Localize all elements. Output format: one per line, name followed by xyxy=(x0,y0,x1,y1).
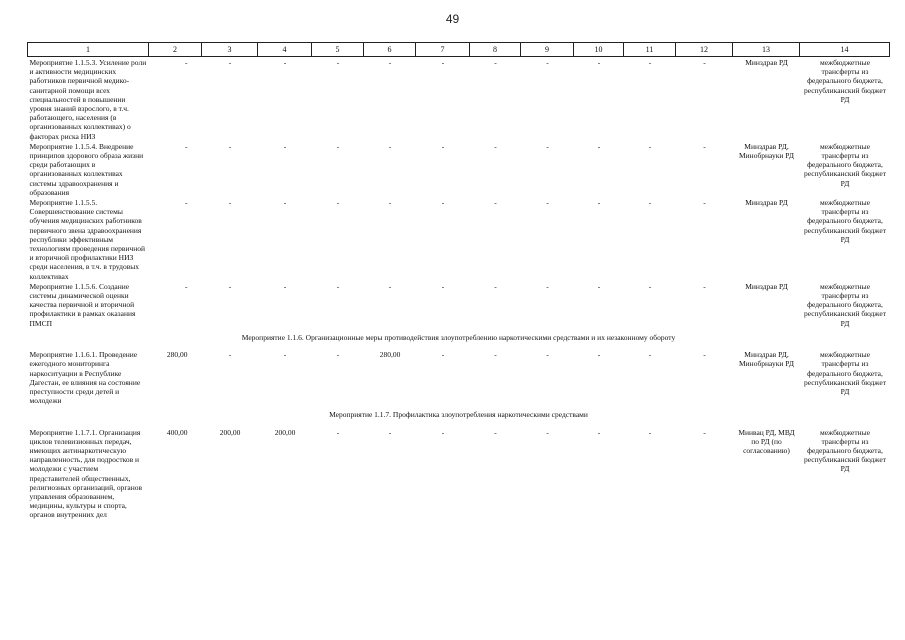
value-cell-col-2: - xyxy=(185,281,188,291)
value-cell-col-5: - xyxy=(336,198,340,208)
value-cell-col-11: - xyxy=(648,281,652,291)
executor-cell: Минздрав РД xyxy=(745,198,788,208)
executor-cell: Минвац РД, МВД по РД (по согласованию) xyxy=(738,427,795,455)
value-cell-col-8: - xyxy=(494,58,497,67)
funding-source-cell: межбюджетные трансферты из федерального бюджета, республиканский бюджет РД xyxy=(804,350,886,396)
value-cell-col-10: - xyxy=(597,350,601,360)
value-cell-col-8: - xyxy=(494,141,497,151)
value-cell-col-12: - xyxy=(703,427,706,437)
value-cell-col-9: - xyxy=(546,350,549,360)
table-row xyxy=(28,141,890,197)
value-cell-col-12: - xyxy=(703,141,706,151)
value-cell-col-10: - xyxy=(597,141,601,151)
value-cell-col-6: - xyxy=(388,427,392,437)
program-table xyxy=(27,42,890,520)
column-header-5: 5 xyxy=(312,43,364,57)
executor-cell: Минздрав РД, Минобрнауки РД xyxy=(739,141,794,161)
value-cell-col-11: - xyxy=(648,141,652,151)
value-cell-col-6: - xyxy=(388,58,392,67)
column-header-11: 11 xyxy=(624,43,676,57)
funding-source-cell: межбюджетные трансферты из федерального бюджета, республиканский бюджет РД xyxy=(804,58,886,104)
value-cell-col-5: - xyxy=(336,350,340,360)
value-cell-col-12: - xyxy=(703,350,706,360)
value-cell-col-11: - xyxy=(648,427,652,437)
column-header-7: 7 xyxy=(416,43,470,57)
column-header-8: 8 xyxy=(470,43,521,57)
value-cell-col-6: - xyxy=(388,198,392,208)
section-heading-row xyxy=(28,328,890,349)
value-cell-col-3: - xyxy=(228,350,232,360)
table-header-row xyxy=(28,43,890,57)
column-header-3: 3 xyxy=(202,43,258,57)
page-number: 49 xyxy=(445,12,460,26)
value-cell-col-11: - xyxy=(648,58,652,67)
value-cell-col-2: 280,00 xyxy=(166,350,188,360)
column-header-6: 6 xyxy=(364,43,416,57)
executor-cell: Минздрав РД xyxy=(745,281,788,291)
value-cell-col-9: - xyxy=(546,427,549,437)
value-cell-col-12: - xyxy=(703,281,706,291)
value-cell-col-2: - xyxy=(185,198,188,208)
value-cell-col-11: - xyxy=(648,198,652,208)
value-cell-col-3: - xyxy=(228,281,232,291)
section-heading: Мероприятие 1.1.6. Организационные меры противодействия злоупотреблению наркотическими средствами и их незаконному обороту xyxy=(241,332,676,342)
value-cell-col-4: - xyxy=(283,281,287,291)
value-cell-col-2: - xyxy=(185,58,188,67)
value-cell-col-4: - xyxy=(283,198,287,208)
value-cell-col-5: - xyxy=(336,427,340,437)
activity-name-cell: Мероприятие 1.1.5.4. Внедрение принципов здорового образа жизни среди работающих в организованных коллективах системы здравоохранения и образования xyxy=(29,141,144,197)
activity-name-cell: Мероприятие 1.1.6.1. Проведение ежегодного мониторинга наркоситуации в Республике Дагестан, ее влияния на состояние преступности среди детей и молодежи xyxy=(29,350,141,406)
table-row xyxy=(28,197,890,281)
value-cell-col-9: - xyxy=(546,281,549,291)
value-cell-col-7: - xyxy=(441,141,445,151)
value-cell-col-6: - xyxy=(388,281,392,291)
funding-source-cell: межбюджетные трансферты из федерального бюджета, республиканский бюджет РД xyxy=(804,281,886,328)
activity-name-cell: Мероприятие 1.1.5.6. Создание системы динамической оценки качества первичной и вторичной профилактики в рамках оказания ПМСП xyxy=(29,281,136,328)
value-cell-col-10: - xyxy=(597,427,601,437)
value-cell-col-9: - xyxy=(546,58,549,67)
value-cell-col-2: - xyxy=(185,141,188,151)
table-row xyxy=(28,281,890,328)
table-body xyxy=(28,57,890,520)
value-cell-col-4: 200,00 xyxy=(274,427,296,437)
funding-source-cell: межбюджетные трансферты из федерального бюджета, республиканский бюджет РД xyxy=(804,198,886,244)
value-cell-col-6: 280,00 xyxy=(379,350,401,360)
value-cell-col-5: - xyxy=(336,58,340,67)
value-cell-col-7: - xyxy=(441,58,445,67)
value-cell-col-7: - xyxy=(441,198,445,208)
value-cell-col-10: - xyxy=(597,198,601,208)
value-cell-col-10: - xyxy=(597,281,601,291)
value-cell-col-8: - xyxy=(494,350,497,360)
activity-name-cell: Мероприятие 1.1.5.5. Совершенствование системы обучения медицинских работников первичного звена здравоохранения республики эффективным технологиям проведения первичной и вторичной профилактики НИЗ среди населения, в т.ч. в трудовых коллективах xyxy=(29,198,146,281)
table-row xyxy=(28,349,890,405)
column-header-9: 9 xyxy=(521,43,574,57)
value-cell-col-3: - xyxy=(228,141,232,151)
value-cell-col-12: - xyxy=(703,58,706,67)
funding-source-cell: межбюджетные трансферты из федерального бюджета, республиканский бюджет РД xyxy=(804,141,886,188)
value-cell-col-6: - xyxy=(388,141,392,151)
column-header-4: 4 xyxy=(258,43,312,57)
column-header-14: 14 xyxy=(800,43,890,57)
value-cell-col-7: - xyxy=(441,281,445,291)
value-cell-col-11: - xyxy=(648,350,652,360)
executor-cell: Минздрав РД, Минобрнауки РД xyxy=(739,350,794,369)
value-cell-col-3: 200,00 xyxy=(219,427,241,437)
table-row xyxy=(28,57,890,141)
table-row xyxy=(28,427,890,520)
column-header-1: 1 xyxy=(28,43,149,57)
value-cell-col-4: - xyxy=(283,350,287,360)
executor-cell: Минздрав РД xyxy=(745,58,788,67)
column-header-10: 10 xyxy=(574,43,624,57)
activity-name-cell: Мероприятие 1.1.7.1. Организация циклов телевизионных передач, имеющих антинаркотическую направленность, для подростков и молодежи с участием представителей общественных, религиозных организаций, органов управления образованием, медицины, культуры и спорта, органов внутренних дел xyxy=(29,427,143,520)
section-heading: Мероприятие 1.1.7. Профилактика злоупотребления наркотическими средствами xyxy=(329,410,588,420)
value-cell-col-8: - xyxy=(494,427,497,437)
value-cell-col-10: - xyxy=(597,58,601,67)
value-cell-col-8: - xyxy=(494,198,497,208)
funding-source-cell: межбюджетные трансферты из федерального бюджета, республиканский бюджет РД xyxy=(804,427,886,474)
value-cell-col-4: - xyxy=(283,58,287,67)
value-cell-col-7: - xyxy=(441,350,445,360)
value-cell-col-2: 400,00 xyxy=(166,427,188,437)
section-heading-row xyxy=(28,405,890,426)
column-header-13: 13 xyxy=(733,43,800,57)
value-cell-col-8: - xyxy=(494,281,497,291)
value-cell-col-5: - xyxy=(336,281,340,291)
column-header-12: 12 xyxy=(676,43,733,57)
value-cell-col-9: - xyxy=(546,141,549,151)
value-cell-col-3: - xyxy=(228,58,232,67)
column-header-2: 2 xyxy=(149,43,202,57)
value-cell-col-9: - xyxy=(546,198,549,208)
value-cell-col-3: - xyxy=(228,198,232,208)
activity-name-cell: Мероприятие 1.1.5.3. Усиление роли и активности медицинских работников первичной медико-санитарной помощи всех специальностей в повышении уровня знаний взрослого, в т.ч. работающего, населения (в организованных коллективах) о факторах риска НИЗ xyxy=(29,58,147,141)
value-cell-col-12: - xyxy=(703,198,706,208)
value-cell-col-5: - xyxy=(336,141,340,151)
value-cell-col-4: - xyxy=(283,141,287,151)
value-cell-col-7: - xyxy=(441,427,445,437)
